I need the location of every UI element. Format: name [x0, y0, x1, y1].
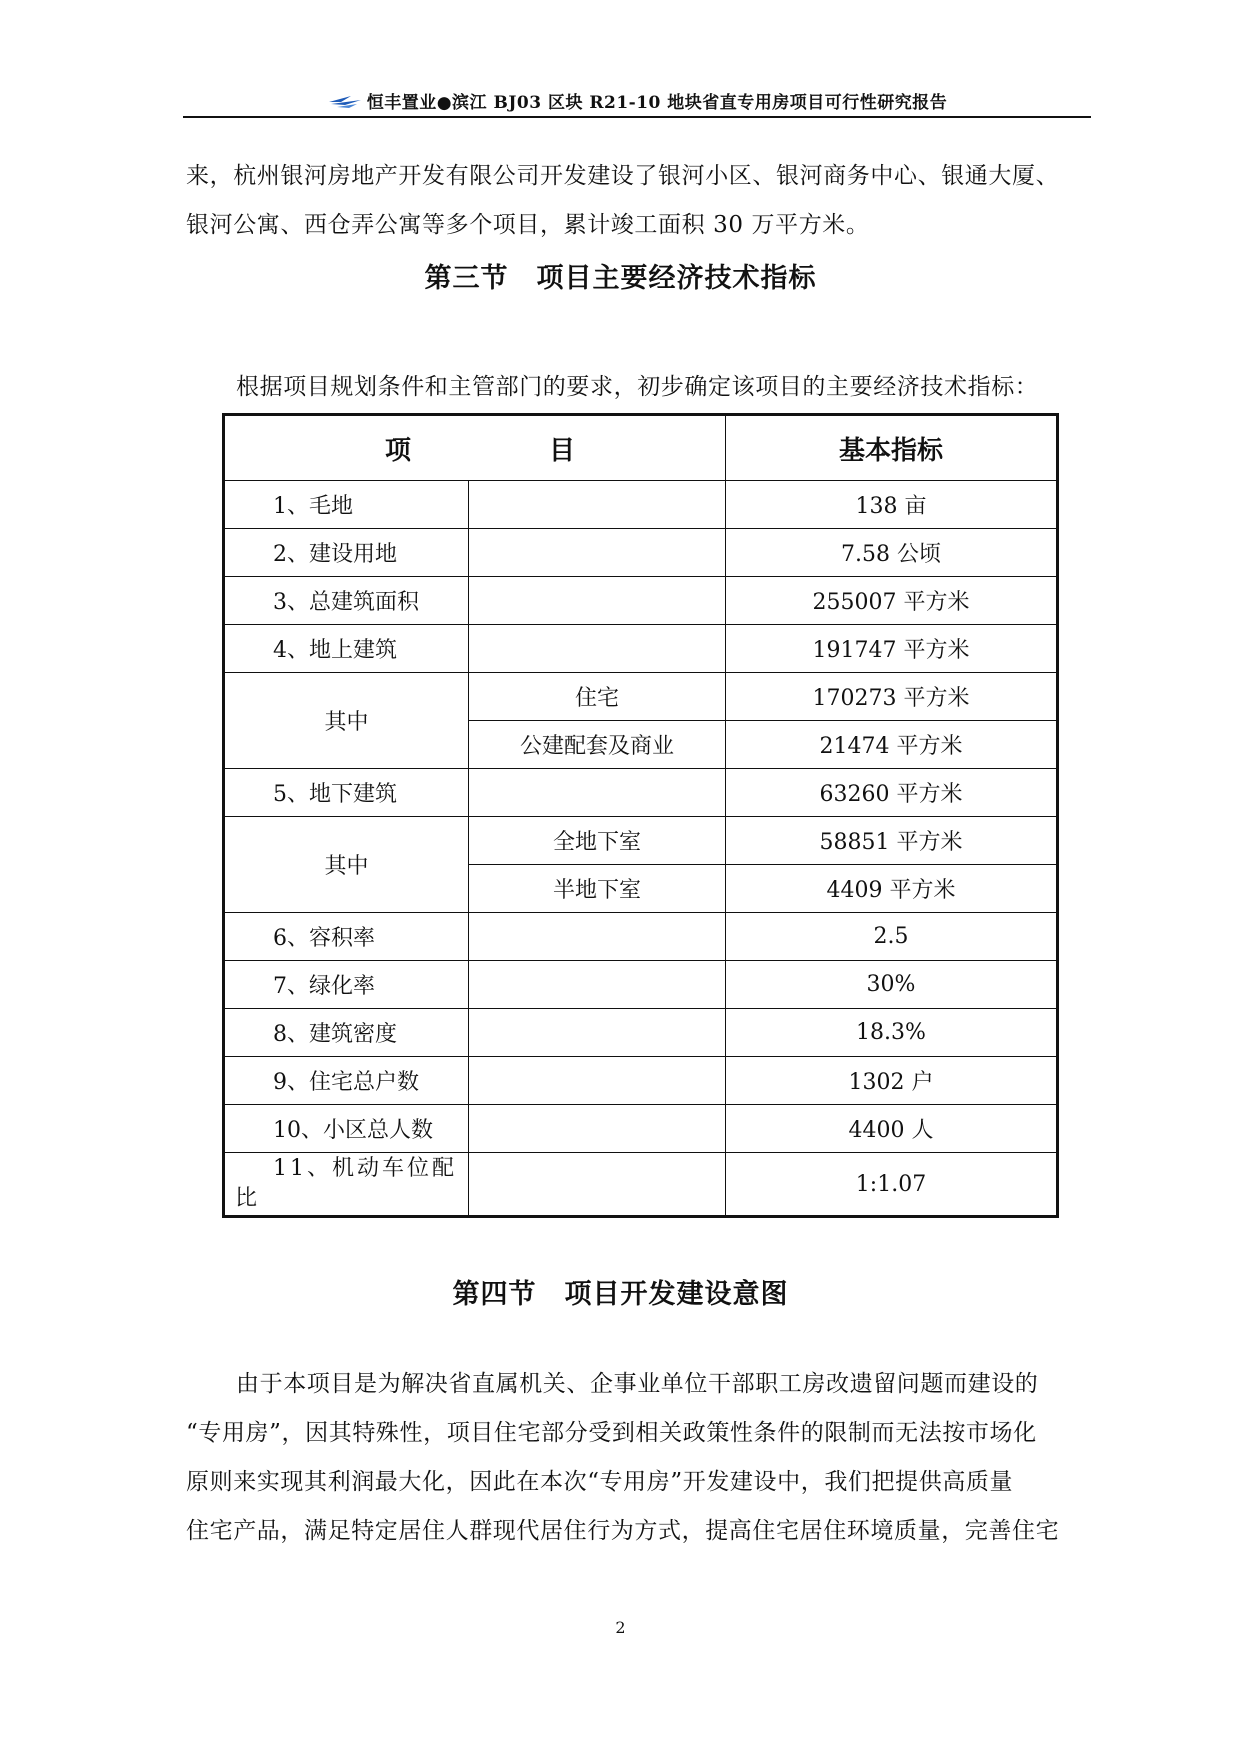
- body-line: “专用房”，因其特殊性，项目住宅部分受到相关政策性条件的限制而无法按市场化: [186, 1420, 1037, 1446]
- row-value: 255007 平方米: [726, 577, 1058, 625]
- row-label: 1、毛地: [224, 481, 469, 529]
- row-sub: 公建配套及商业: [469, 721, 726, 769]
- table-intro: 根据项目规划条件和主管部门的要求，初步确定该项目的主要经济技术指标：: [236, 374, 1039, 400]
- company-logo-icon: [327, 93, 365, 111]
- row-label: 2、建设用地: [224, 529, 469, 577]
- body-line: 住宅产品，满足特定居住人群现代居住行为方式，提高住宅居住环境质量，完善住宅: [186, 1518, 1060, 1544]
- row-group-label: 其中: [224, 817, 469, 913]
- row-sub: [469, 961, 726, 1009]
- body-line: 原则来实现其利润最大化，因此在本次“专用房”开发建设中，我们把提供高质量: [186, 1469, 1014, 1495]
- row-sub: [469, 577, 726, 625]
- row-value: 1:1.07: [726, 1153, 1058, 1217]
- table-row: [224, 961, 1058, 1009]
- row-sub: 全地下室: [469, 817, 726, 865]
- intro-line: 来，杭州银河房地产开发有限公司开发建设了银河小区、银河商务中心、银通大厦、: [186, 163, 1060, 189]
- table-row: [224, 625, 1058, 673]
- row-label: 5、地下建筑: [224, 769, 469, 817]
- row-value: 1302 户: [726, 1057, 1058, 1105]
- row-label: 11、机动车位配比: [224, 1153, 469, 1217]
- row-value: 4409 平方米: [726, 865, 1058, 913]
- row-label: 7、绿化率: [224, 961, 469, 1009]
- section4-title: 第四节 项目开发建设意图: [452, 1279, 789, 1310]
- row-label: 6、容积率: [224, 913, 469, 961]
- header-item-cell: [224, 415, 726, 481]
- row-sub: [469, 913, 726, 961]
- row-value: 18.3%: [726, 1009, 1058, 1057]
- row-value: 58851 平方米: [726, 817, 1058, 865]
- body-line: 由于本项目是为解决省直属机关、企事业单位干部职工房改遗留问题而建设的: [236, 1371, 1039, 1397]
- row-sub: [469, 1009, 726, 1057]
- row-sub: [469, 625, 726, 673]
- row-sub: [469, 1153, 726, 1217]
- table-row: [224, 529, 1058, 577]
- row-value: 21474 平方米: [726, 721, 1058, 769]
- row-sub: [469, 769, 726, 817]
- table-row: [224, 1153, 1058, 1217]
- row-label: 8、建筑密度: [224, 1009, 469, 1057]
- row-sub: 住宅: [469, 673, 726, 721]
- row-value: 30%: [726, 961, 1058, 1009]
- row-value: 138 亩: [726, 481, 1058, 529]
- table-row: [224, 577, 1058, 625]
- row-value: 4400 人: [726, 1105, 1058, 1153]
- table-row: [224, 1009, 1058, 1057]
- row-label: 4、地上建筑: [224, 625, 469, 673]
- intro-line: 银河公寓、西仓弄公寓等多个项目，累计竣工面积 30 万平方米。: [186, 212, 870, 238]
- table-row: [224, 769, 1058, 817]
- indicator-table: [222, 413, 1059, 1218]
- row-label: 9、住宅总户数: [224, 1057, 469, 1105]
- row-value: 191747 平方米: [726, 625, 1058, 673]
- row-value: 2.5: [726, 913, 1058, 961]
- section4-paragraph: [186, 1360, 1090, 1556]
- running-header: [183, 84, 1091, 118]
- row-value: 63260 平方米: [726, 769, 1058, 817]
- row-sub: [469, 529, 726, 577]
- table-row: [224, 1105, 1058, 1153]
- row-sub: [469, 481, 726, 529]
- table-row: [224, 481, 1058, 529]
- header-value-cell: 基本指标: [726, 415, 1058, 481]
- row-label: 10、小区总人数: [224, 1105, 469, 1153]
- header-title: 恒丰置业●滨江 BJ03 区块 R21-10 地块省直专用房项目可行性研究报告: [366, 93, 948, 113]
- section3-title: 第三节 项目主要经济技术指标: [424, 263, 817, 294]
- row-sub: 半地下室: [469, 865, 726, 913]
- table-header-row: [224, 415, 1058, 481]
- page-number: 2: [615, 1618, 626, 1637]
- header-item-char-2: 目: [548, 435, 575, 466]
- row-sub: [469, 1105, 726, 1153]
- row-sub: [469, 1057, 726, 1105]
- row-value: 7.58 公顷: [726, 529, 1058, 577]
- table-row: [224, 1057, 1058, 1105]
- header-item-char-1: 项: [385, 435, 412, 466]
- table-row: [224, 673, 1058, 721]
- intro-paragraph: [186, 152, 1090, 250]
- table-row: [224, 817, 1058, 865]
- row-group-label: 其中: [224, 673, 469, 769]
- row-value: 170273 平方米: [726, 673, 1058, 721]
- row-label: 3、总建筑面积: [224, 577, 469, 625]
- table-row: [224, 913, 1058, 961]
